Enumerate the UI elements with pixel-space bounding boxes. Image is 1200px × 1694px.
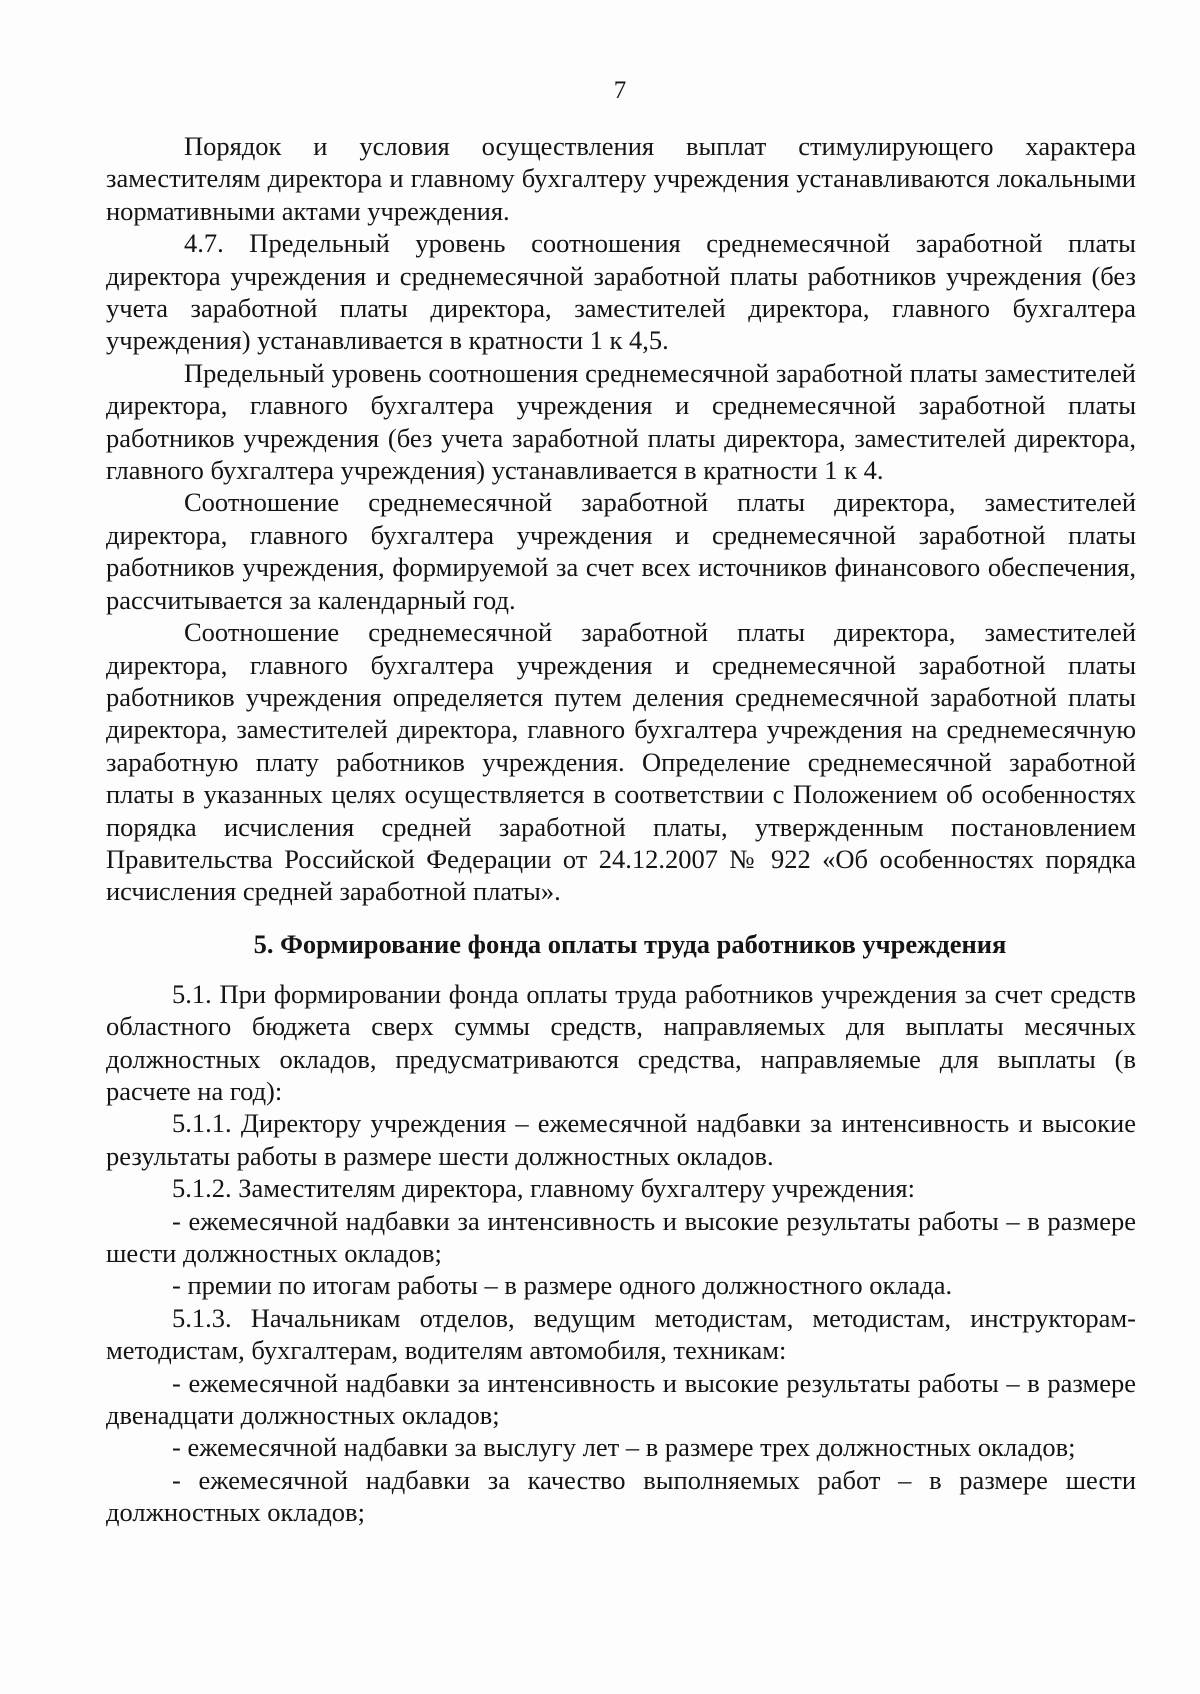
paragraph-5-1-3: 5.1.3. Начальникам отделов, ведущим методистам, методистам, инструкторам-методистам, бухгалтерам, водителям автомобиля, техникам: xyxy=(106,1302,1136,1366)
paragraph-deputies-ratio: Предельный уровень соотношения среднемесячной заработной платы заместителей директора, главного бухгалтера учреждения и среднемесячной заработной платы работников учреждения (без учета заработной платы директора, заместителей директора, главного бухгалтера учреждения) устанавливается в кратности 1 к 4. xyxy=(106,357,1136,486)
document-body xyxy=(106,130,1136,1529)
paragraph-ratio-calculation: Соотношение среднемесячной заработной платы директора, заместителей директора, главного бухгалтера учреждения и среднемесячной заработной платы работников учреждения определяется путем деления среднемесячной заработной платы директора, заместителей директора, главного бухгалтера учреждения на среднемесячную заработную плату работников учреждения. Определение среднемесячной заработной платы в указанных целях осуществляется в соответствии с Положением об особенностях порядка исчисления средней заработной платы, утвержденным постановлением Правительства Российской Федерации от 24.12.2007 № 922 «Об особенностях порядка исчисления средней заработной платы». xyxy=(106,617,1136,907)
paragraph-5-1: 5.1. При формировании фонда оплаты труда работников учреждения за счет средств областного бюджета сверх суммы средств, направляемых для выплаты месячных должностных окладов, предусматриваются средства, направляемые для выплаты (в расчете на год): xyxy=(106,978,1136,1106)
paragraph-5-1-1: 5.1.1. Директору учреждения – ежемесячной надбавки за интенсивность и высокие результаты работы в размере шести должностных окладов. xyxy=(106,1108,1136,1171)
list-item-deputies-bonus: - премии по итогам работы – в размере одного должностного оклада. xyxy=(172,1270,953,1301)
section-heading: 5. Формирование фонда оплаты труда работников учреждения xyxy=(253,928,1007,959)
list-item-staff-quality: - ежемесячной надбавки за качество выполняемых работ – в размере шести должностных окладов; xyxy=(106,1464,1136,1528)
list-item-deputies-intensity: - ежемесячной надбавки за интенсивность и высокие результаты работы – в размере шести должностных окладов; xyxy=(106,1205,1136,1268)
list-item-staff-intensity: - ежемесячной надбавки за интенсивность и высокие результаты работы – в размере двенадцати должностных окладов; xyxy=(106,1367,1136,1431)
paragraph-5-1-2: 5.1.2. Заместителям директора, главному бухгалтеру учреждения: xyxy=(172,1173,915,1204)
paragraph-stimulating-payments-order: Порядок и условия осуществления выплат стимулирующего характера заместителям директора и главному бухгалтеру учреждения устанавливаются локальными нормативными актами учреждения. xyxy=(106,131,1136,226)
paragraph-4-7: 4.7. Предельный уровень соотношения среднемесячной заработной платы директора учреждения и среднемесячной заработной платы работников учреждения (без учета заработной платы директора, заместителей директора, главного бухгалтера учреждения) устанавливается в кратности 1 к 4,5. xyxy=(106,228,1136,356)
page-number: 7 xyxy=(613,77,627,104)
paragraph-ratio-calendar-year: Соотношение среднемесячной заработной платы директора, заместителей директора, главного бухгалтера учреждения и среднемесячной заработной платы работников учреждения, формируемой за счет всех источников финансового обеспечения, рассчитывается за календарный год. xyxy=(106,487,1136,615)
list-item-staff-seniority: - ежемесячной надбавки за выслугу лет – в размере трех должностных окладов; xyxy=(172,1432,1076,1463)
